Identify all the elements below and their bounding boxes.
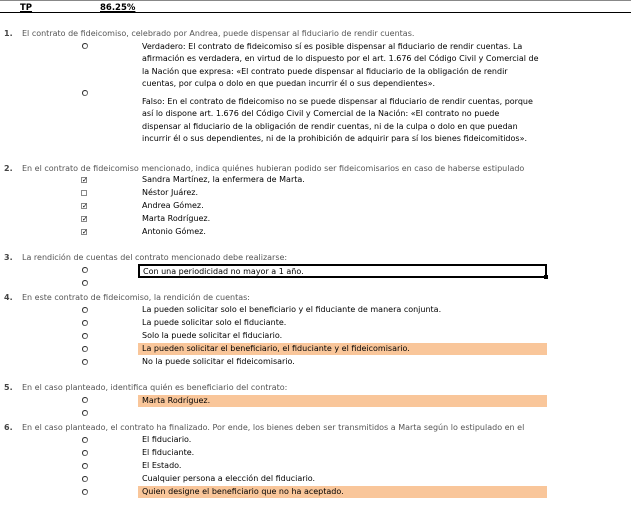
tp-score: 86.25% (100, 3, 136, 13)
q6-number: 6. (4, 423, 13, 432)
q2-checkbox-5[interactable]: ✓ (82, 228, 88, 236)
q4-option-1: La pueden solicitar solo el beneficiario y el fiduciante de manera conjunta. (142, 305, 442, 314)
q1-number: 1. (4, 29, 13, 38)
q2-text: En el contrato de fideicomiso mencionado, indica quiénes hubieran podido ser fideicomisarios en caso de haberse estipulado (22, 164, 525, 173)
q6-radio-3[interactable] (82, 463, 88, 469)
q6-text: En el caso planteado, el contrato ha finalizado. Por ende, los bienes deben ser transmitidos a Marta según lo estipulado en el (22, 423, 525, 432)
q4-radio-5[interactable] (82, 359, 88, 365)
resize-handle[interactable] (544, 275, 548, 279)
q6-option-5: Quien designe el beneficiario que no ha aceptado. (142, 487, 344, 496)
q4-number: 4. (4, 293, 13, 302)
q4-text: En este contrato de fideicomiso, la rendición de cuentas: (22, 293, 250, 302)
q2-checkbox-1[interactable]: ✓ (82, 176, 88, 184)
q4-radio-3[interactable] (82, 333, 88, 339)
q1-radio-false[interactable] (82, 90, 88, 96)
q2-checkbox-2[interactable] (81, 190, 87, 196)
q3-radio-1[interactable] (82, 267, 88, 273)
q5-text: En el caso planteado, identifica quién es beneficiario del contrato: (22, 383, 288, 392)
q4-radio-1[interactable] (82, 307, 88, 313)
q6-option-3: El Estado. (142, 461, 182, 470)
q6-option-1: El fiduciario. (142, 435, 192, 444)
q2-number: 2. (4, 164, 13, 173)
q3-number: 3. (4, 253, 13, 262)
q5-radio-2[interactable] (82, 410, 88, 416)
q5-number: 5. (4, 383, 13, 392)
q4-radio-2[interactable] (82, 320, 88, 326)
q6-option-2: El fiduciante. (142, 448, 195, 457)
q6-option-4: Cualquier persona a elección del fiduciario. (142, 474, 316, 483)
q6-radio-5[interactable] (82, 489, 88, 495)
q3-radio-2[interactable] (82, 280, 88, 286)
q2-option-2: Néstor Juárez. (142, 188, 199, 197)
q6-radio-1[interactable] (82, 437, 88, 443)
q4-radio-4[interactable] (82, 346, 88, 352)
q3-answer-box[interactable] (138, 264, 547, 278)
q2-option-5: Antonio Gómez. (142, 227, 206, 236)
q1-radio-true[interactable] (82, 43, 88, 49)
q2-checkbox-4[interactable]: ✓ (82, 215, 88, 223)
q5-answer: Marta Rodríguez. (142, 396, 211, 405)
q3-text: La rendición de cuentas del contrato mencionado debe realizarse: (22, 253, 288, 262)
q1-option-true: Verdadero: El contrato de fideicomiso sí es posible dispensar al fiduciario de rendir cuentas. La afirmación es verdadera, en virtud de lo dispuesto por el art. 1.676 del Código Civil y Comercial de la Nación que expresa: «El contrato puede dispensar al fiduciario de la obligación de rendir cuentas, por culpa o dolo en que puedan incurrir él o sus dependientes». (142, 42, 539, 88)
tp-label: TP (20, 3, 33, 13)
q1-text: El contrato de fideicomiso, celebrado por Andrea, puede dispensar al fiduciario de rendir cuentas. (22, 29, 415, 38)
score-header (0, 0, 631, 13)
q2-option-4: Marta Rodríguez. (142, 214, 211, 223)
q4-option-2: La puede solicitar solo el fiduciante. (142, 318, 287, 327)
q4-option-5: No la puede solicitar el fideicomisario. (142, 357, 295, 366)
q5-radio-1[interactable] (82, 397, 88, 403)
q2-option-1: Sandra Martínez, la enfermera de Marta. (142, 175, 305, 184)
q2-checkbox-3[interactable]: ✓ (82, 202, 88, 210)
q6-radio-2[interactable] (82, 450, 88, 456)
q4-option-3: Solo la puede solicitar el fiduciario. (142, 331, 283, 340)
q2-option-3: Andrea Gómez. (142, 201, 204, 210)
q3-answer: Con una periodicidad no mayor a 1 año. (143, 267, 304, 276)
q4-option-4: La pueden solicitar el beneficiario, el fiduciante y el fideicomisario. (142, 344, 410, 353)
q1-option-false: Falso: En el contrato de fideicomiso no se puede dispensar al fiduciario de rendir cuentas, porque así lo dispone art. 1.676 del Código Civil y Comercial de la Nación: «El contrato no puede dispensar al fiduciario de la obligación de rendir cuentas, ni de la culpa o dolo en que puedan incurrir él o sus dependientes, ni de la prohibición de adquirir para sí los bienes fideicomitidos». (142, 97, 533, 143)
q6-radio-4[interactable] (82, 476, 88, 482)
